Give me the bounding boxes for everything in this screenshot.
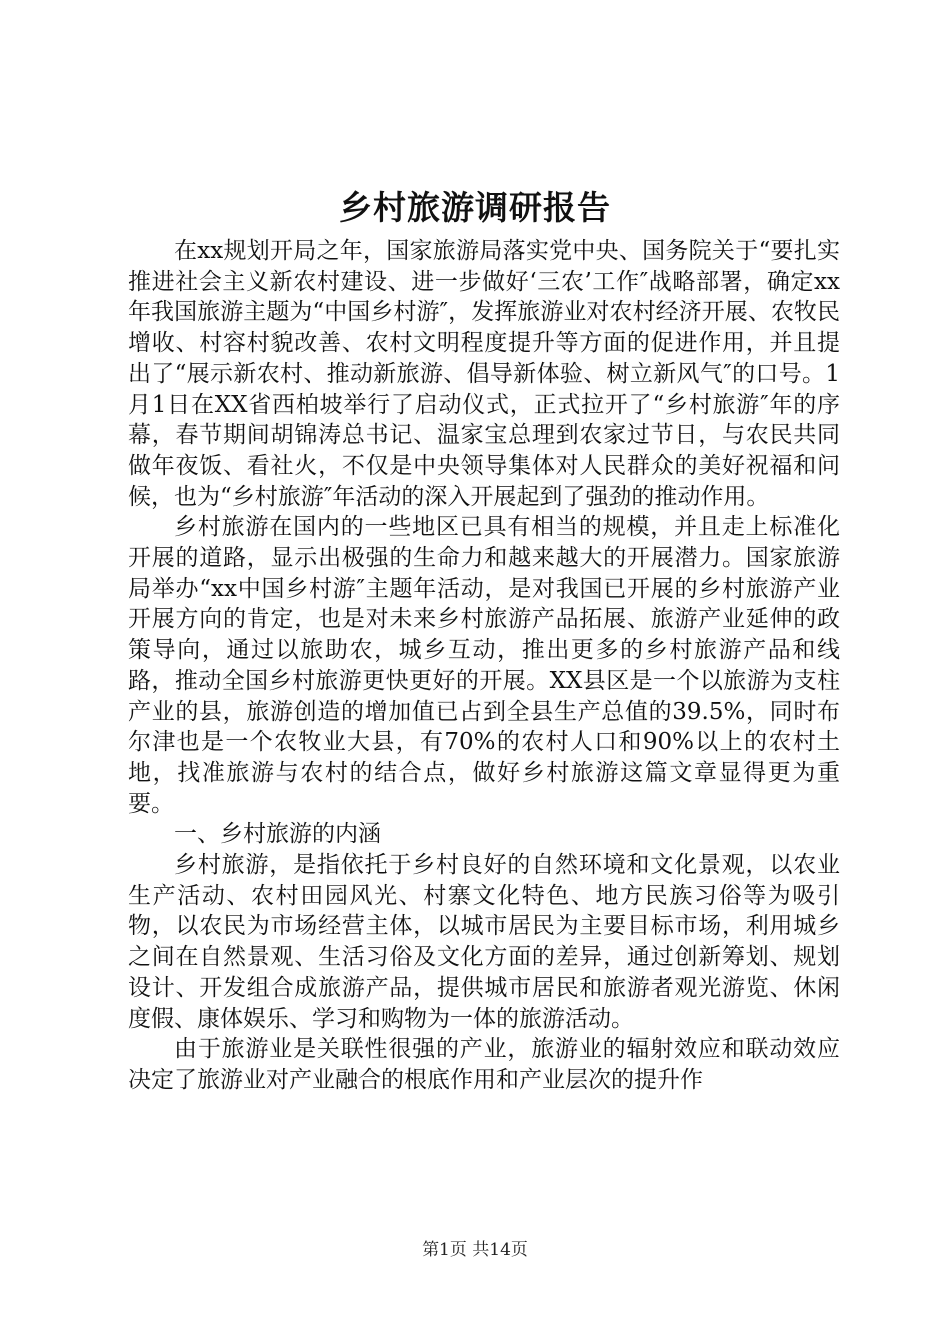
paragraph-industry: 由于旅游业是关联性很强的产业，旅游业的辐射效应和联动效应决定了旅游业对产业融合的根底作用和产业层次的提升作: [128, 1036, 840, 1093]
document-body: [128, 236, 840, 1096]
document-title: 乡村旅游调研报告: [339, 188, 611, 227]
paragraph-definition: 乡村旅游，是指依托于乡村良好的自然环境和文化景观，以农业生产活动、农村田园风光、村寨文化特色、地方民族习俗等为吸引物，以农民为市场经营主体，以城市居民为主要目标市场，利用城乡之间在自然景观、生活习俗及文化方面的差异，通过创新筹划、规划设计、开发组合成旅游产品，提供城市居民和旅游者观光游览、休闲度假、康体娱乐、学习和购物为一体的旅游活动。: [128, 852, 840, 1032]
section-heading-1: 一、乡村旅游的内涵: [174, 821, 381, 848]
page-number: 第1页 共14页: [422, 1240, 528, 1260]
paragraph-intro: 在xx规划开局之年，国家旅游局落实党中央、国务院关于“要扎实推进社会主义新农村建设、进一步做好‘三农’工作″战略部署，确定xx年我国旅游主题为“中国乡村游″，发挥旅游业对农村经济开展、农牧民增收、村容村貌改善、农村文明程度提升等方面的促进作用，并且提出了“展示新农村、推动新旅游、倡导新体验、树立新风气″的口号。1月1日在XX省西柏坡举行了启动仪式，正式拉开了“乡村旅游″年的序幕，春节期间胡锦涛总书记、温家宝总理到农家过节日，与农民共同做年夜饭、看社火，不仅是中央领导集体对人民群众的美好祝福和问候，也为“乡村旅游″年活动的深入开展起到了强劲的推动作用。: [128, 238, 840, 510]
paragraph-scale: 乡村旅游在国内的一些地区已具有相当的规模，并且走上标准化开展的道路，显示出极强的生命力和越来越大的开展潜力。国家旅游局举办“xx中国乡村游″主题年活动，是对我国已开展的乡村旅游产业开展方向的肯定，也是对未来乡村旅游产品拓展、旅游产业延伸的政策导向，通过以旅助农，城乡互动，推出更多的乡村旅游产品和线路，推动全国乡村旅游更快更好的开展。XX县区是一个以旅游为支柱产业的县，旅游创造的增加值已占到全县生产总值的39.5%，同时布尔津也是一个农牧业大县，有70%的农村人口和90%以上的农村土地，找准旅游与农村的结合点，做好乡村旅游这篇文章显得更为重要。: [128, 514, 840, 817]
